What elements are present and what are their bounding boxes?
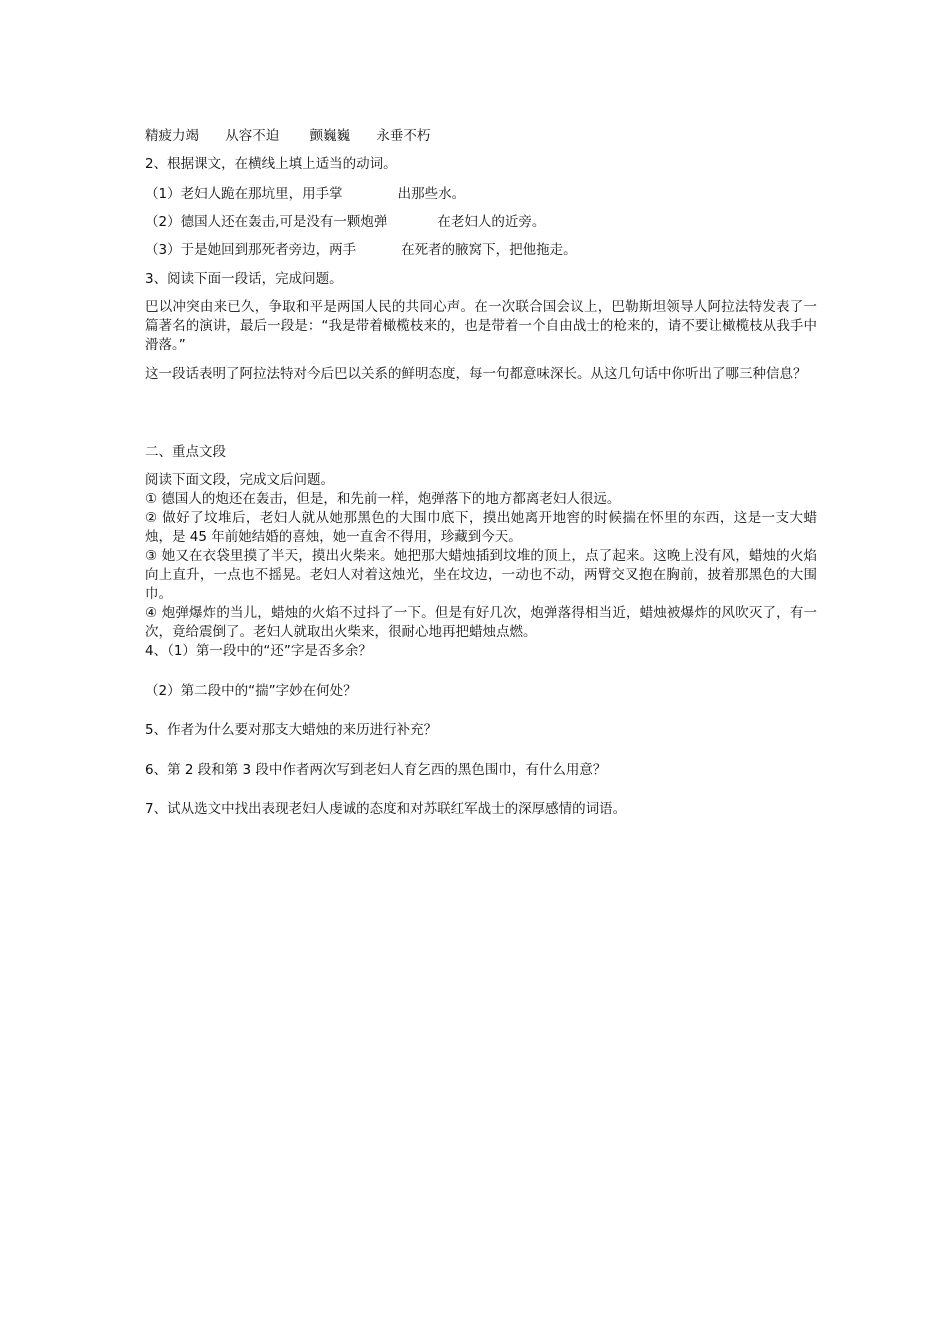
q2-item-1-after: 出那些水。 xyxy=(397,186,466,202)
q2-title: 2、根据课文，在横线上填上适当的动词。 xyxy=(145,156,397,172)
passage-paragraph-3: ③ 她又在衣袋里摸了半天，摸出火柴来。她把那大蜡烛插到坟堆的顶上，点了起来。这晚上没有风，蜡烛的火焰向上直升，一点也不摇晃。老妇人对着这烛光，坐在坟边，一动也不动，两臂交叉抱在胸前，披着那黑色的大围巾。 xyxy=(145,548,817,602)
word-1: 精疲力竭 xyxy=(145,128,199,144)
q2-item-3-before: （3）于是她回到那死者旁边，两手 xyxy=(145,242,357,258)
word-2: 从容不迫 xyxy=(225,128,280,144)
passage-paragraph-4: ④ 炮弹爆炸的当儿，蜡烛的火焰不过抖了一下。但是有好几次，炮弹落得相当近，蜡烛被爆炸的风吹灭了，有一次，竟给震倒了。老妇人就取出火柴来，很耐心地再把蜡烛点燃。 xyxy=(145,605,817,640)
word-4: 永垂不朽 xyxy=(376,128,431,144)
q3-question: 这一段话表明了阿拉法特对今后巴以关系的鲜明态度，每一句都意味深长。从这几句话中你听出了哪三种信息？ xyxy=(145,366,807,382)
word-3: 颤巍巍 xyxy=(309,128,351,144)
section2-intro: 阅读下面文段，完成文后问题。 xyxy=(145,472,334,488)
question-4-2: （2）第二段中的“揣”字妙在何处？ xyxy=(145,683,357,699)
q2-item-2 xyxy=(145,213,817,232)
q3-passage: 巴以冲突由来已久，争取和平是两国人民的共同心声。在一次联合国会议上，巴勒斯坦领导人阿拉法特发表了一篇著名的演讲，最后一段是：“我是带着橄榄枝来的，也是带着一个自由战士的枪来的，请不要让橄榄枝从我手中滑落。” xyxy=(145,299,817,353)
passage-paragraph-1: ① 德国人的炮还在轰击，但是，和先前一样，炮弹落下的地方都离老妇人很远。 xyxy=(145,491,621,507)
section2-title: 二、重点文段 xyxy=(145,444,226,460)
passage-paragraph-2: ② 做好了坟堆后，老妇人就从她那黑色的大围巾底下，摸出她离开地窖的时候揣在怀里的东西，这是一支大蜡烛，是 45 年前她结婚的喜烛，她一直舍不得用，珍藏到今天。 xyxy=(145,510,817,545)
question-7: 7、试从选文中找出表现老妇人虔诚的态度和对苏联红军战士的深厚感情的词语。 xyxy=(145,801,627,817)
q2-item-3 xyxy=(145,241,817,260)
question-6: 6、第 2 段和第 3 段中作者两次写到老妇人育乞西的黑色围巾，有什么用意？ xyxy=(145,762,607,778)
q2-item-1-before: （1）老妇人跪在那坑里，用手掌 xyxy=(145,186,343,202)
vocabulary-words xyxy=(145,127,817,146)
question-5: 5、作者为什么要对那支大蜡烛的来历进行补充？ xyxy=(145,722,438,738)
q2-item-3-after: 在死者的腋窝下，把他拖走。 xyxy=(401,242,577,258)
question-4-1: 4、（1）第一段中的“还”字是否多余？ xyxy=(145,643,372,659)
q2-item-1 xyxy=(145,185,817,204)
q2-item-2-before: （2）德国人还在轰击,可是没有一颗炮弹 xyxy=(145,214,388,230)
q2-item-2-after: 在老妇人的近旁。 xyxy=(437,214,546,230)
q3-title: 3、阅读下面一段话，完成问题。 xyxy=(145,271,343,287)
